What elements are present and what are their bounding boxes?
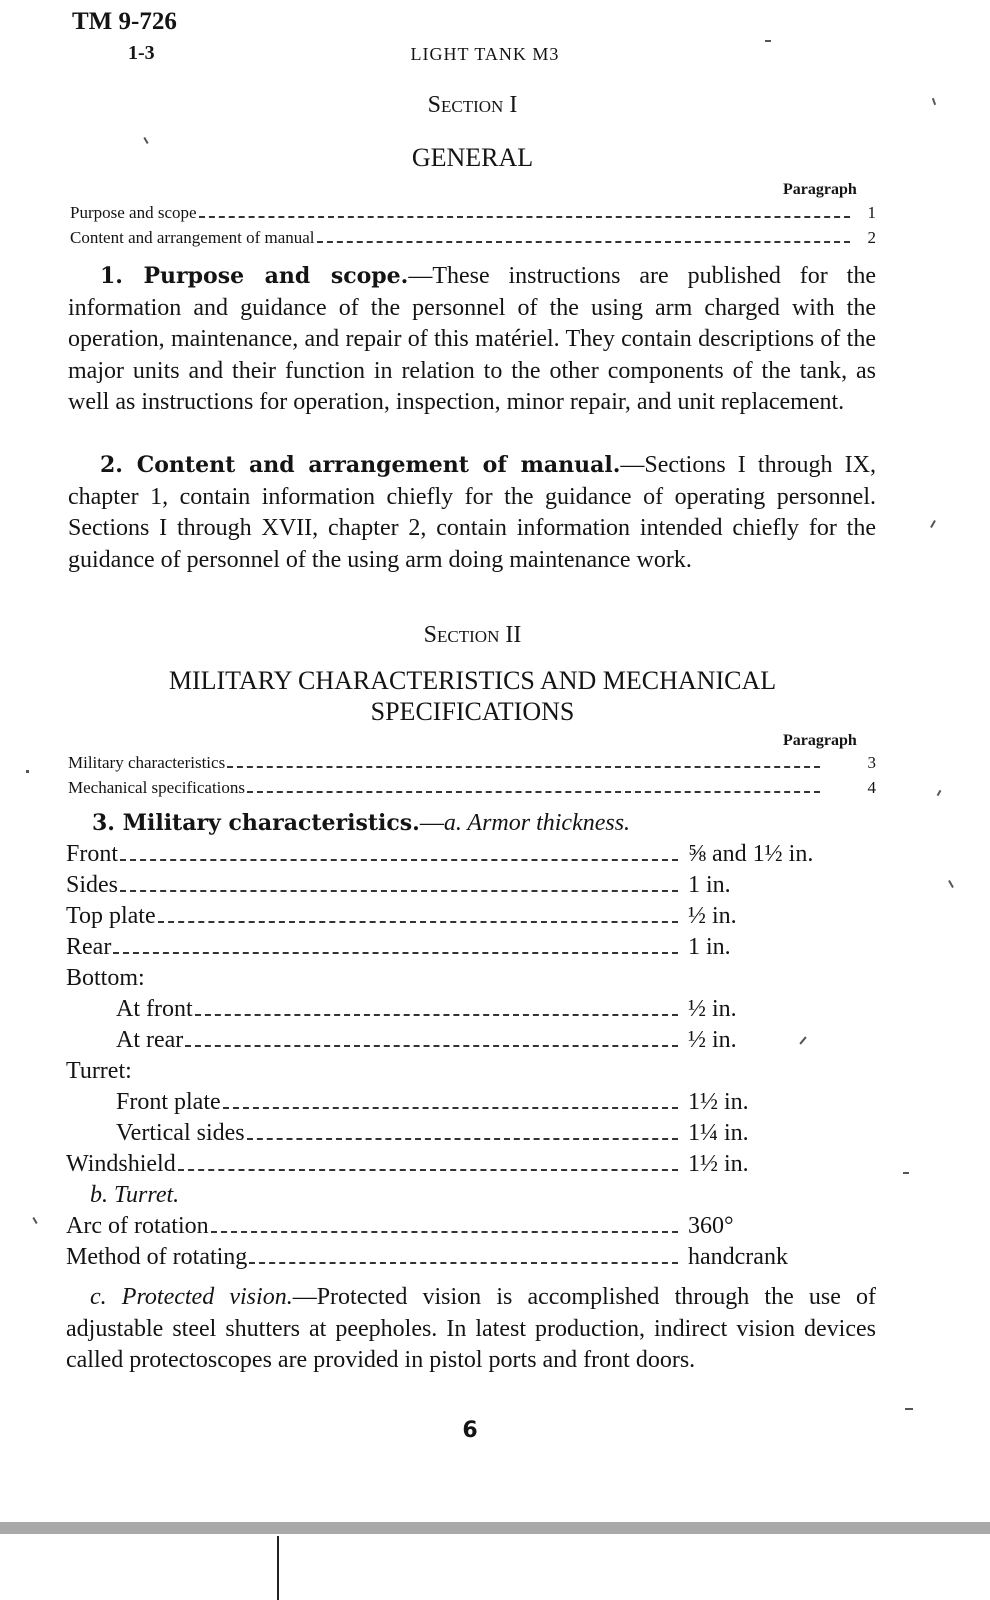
leader-dots xyxy=(113,952,678,954)
spec-value: 1 in. xyxy=(688,934,731,960)
spec-row-rear xyxy=(66,934,886,965)
spec-label: Vertical sides xyxy=(116,1120,245,1146)
subsection-c-text: —Protected vision is accomplished through the use of adjustable steel shutters at peepholes. In latest production, indirect vision devices called protectoscopes are provided in pistol ports and front doors. xyxy=(66,1284,877,1373)
paragraph-1 xyxy=(68,261,876,419)
paragraph-1-heading: 1. Purpose and scope. xyxy=(100,263,409,289)
paragraph-2-text: —Sections I through IX, chapter 1, contain information chiefly for the guidance of operating personnel. Sections I through XVII, chapter 2, contain information intended chiefly for the guidance of personnel of the using arm doing maintenance work. xyxy=(68,452,876,573)
leader-dots xyxy=(185,1045,678,1047)
spec-row-bottom-rear xyxy=(66,1027,886,1058)
spec-value: ⅝ and 1½ in. xyxy=(688,841,814,867)
toc-label: Mechanical specifications xyxy=(68,778,246,797)
subsection-b-heading: b. Turret. xyxy=(90,1182,180,1208)
spec-row-bottom-front xyxy=(66,996,886,1027)
leader-dots xyxy=(158,921,678,923)
leader-dots xyxy=(195,1014,678,1016)
subsection-a-heading: a. Armor thickness. xyxy=(443,810,631,836)
section-1-label: Section I xyxy=(427,92,518,118)
spec-value: ½ in. xyxy=(688,903,737,929)
spec-label: Sides xyxy=(66,872,119,898)
paragraph-1-text: —These instructions are published for the information and guidance of the personnel of the using arm charged with the operation, maintenance, and repair of this matériel. They contain descriptions of the major units and their function in relation to the other components of the tank, as well as instructions for operation, inspection, minor repair, and unit replacement. xyxy=(68,263,876,415)
leader-dots xyxy=(247,1138,678,1140)
scan-speck xyxy=(26,770,29,773)
spec-value: 360° xyxy=(688,1213,734,1239)
toc-paragraph-number: 2 xyxy=(867,228,876,247)
leader-dots xyxy=(223,1107,678,1109)
scan-speck xyxy=(937,790,942,796)
paragraph-3-heading-line xyxy=(92,810,630,837)
running-title: LIGHT TANK M3 xyxy=(410,44,560,64)
page-number: 6 xyxy=(462,1418,478,1443)
toc-label: Purpose and scope xyxy=(70,203,197,222)
toc-label: Military characteristics xyxy=(68,753,226,772)
spec-label: Front plate xyxy=(116,1089,221,1115)
spec-label: Top plate xyxy=(66,903,156,929)
leader-dots xyxy=(227,766,820,768)
scan-speck xyxy=(903,1172,909,1174)
leader-dots xyxy=(120,890,678,892)
section-2-toc-heading: Paragraph xyxy=(783,732,857,749)
spec-value: ½ in. xyxy=(688,1027,737,1053)
scan-speck xyxy=(905,1408,913,1410)
scan-bottom-bar xyxy=(0,1522,990,1534)
spec-label: Arc of rotation xyxy=(66,1213,209,1239)
toc-row xyxy=(68,778,876,803)
spec-group-label: Turret: xyxy=(66,1058,132,1084)
armor-specification-list xyxy=(66,841,886,1275)
spec-value: 1¼ in. xyxy=(688,1120,749,1146)
scan-edge-mark xyxy=(277,1536,279,1600)
subsection-b-heading-row xyxy=(66,1182,886,1213)
subsection-c-heading: c. Protected vision. xyxy=(90,1284,293,1310)
spec-row-turret-sides xyxy=(66,1120,886,1151)
section-2-label: Section II xyxy=(423,622,522,648)
spec-row-method-of-rotating xyxy=(66,1244,886,1275)
paragraph-2-heading: 2. Content and arrangement of manual. xyxy=(100,452,621,478)
spec-value: 1½ in. xyxy=(688,1151,749,1177)
spec-row-arc-of-rotation xyxy=(66,1213,886,1244)
spec-value: ½ in. xyxy=(688,996,737,1022)
scan-speck xyxy=(765,40,771,42)
leader-dots xyxy=(211,1231,678,1233)
leader-dots xyxy=(120,859,678,861)
spec-row-front xyxy=(66,841,886,872)
spec-group-label: Bottom: xyxy=(66,965,145,991)
spec-group-turret xyxy=(66,1058,886,1089)
toc-row xyxy=(68,753,876,778)
spec-row-turret-front xyxy=(66,1089,886,1120)
section-1-title: GENERAL xyxy=(411,143,534,172)
spec-label: Method of rotating xyxy=(66,1244,248,1270)
paragraph-2 xyxy=(68,450,876,576)
manual-id: TM 9-726 xyxy=(72,8,177,35)
section-2-title-line-1: MILITARY CHARACTERISTICS AND MECHANICAL xyxy=(168,666,777,695)
subsection-c xyxy=(66,1282,876,1377)
section-1-toc-heading: Paragraph xyxy=(783,181,857,198)
spec-label: Windshield xyxy=(66,1151,176,1177)
leader-dots xyxy=(199,216,850,218)
toc-paragraph-number: 3 xyxy=(867,753,876,772)
toc-row xyxy=(70,203,876,228)
scan-speck xyxy=(948,880,954,888)
toc-paragraph-number: 1 xyxy=(867,203,876,222)
spec-value: 1 in. xyxy=(688,872,731,898)
section-1-toc xyxy=(70,203,876,253)
leader-dots xyxy=(249,1262,678,1264)
spec-value: 1½ in. xyxy=(688,1089,749,1115)
scan-speck xyxy=(930,520,936,528)
leader-dots xyxy=(247,791,820,793)
spec-row-windshield xyxy=(66,1151,886,1182)
leader-dots xyxy=(178,1169,678,1171)
leader-dots xyxy=(317,241,850,243)
paragraph-3-heading: 3. Military characteristics. xyxy=(92,810,420,836)
spec-label: Rear xyxy=(66,934,112,960)
paragraph-3-dash: — xyxy=(419,810,444,836)
toc-row xyxy=(70,228,876,253)
spec-group-bottom xyxy=(66,965,886,996)
spec-row-sides xyxy=(66,872,886,903)
toc-paragraph-number: 4 xyxy=(867,778,876,797)
spec-label: Front xyxy=(66,841,119,867)
spec-label: At front xyxy=(116,996,193,1022)
scan-speck xyxy=(32,1217,37,1224)
spec-row-top-plate xyxy=(66,903,886,934)
toc-label: Content and arrangement of manual xyxy=(70,228,315,247)
section-reference: 1-3 xyxy=(128,42,155,64)
spec-label: At rear xyxy=(116,1027,184,1053)
section-2-toc xyxy=(68,753,876,803)
spec-value: handcrank xyxy=(688,1244,788,1270)
section-2-title-line-2: SPECIFICATIONS xyxy=(370,697,575,726)
